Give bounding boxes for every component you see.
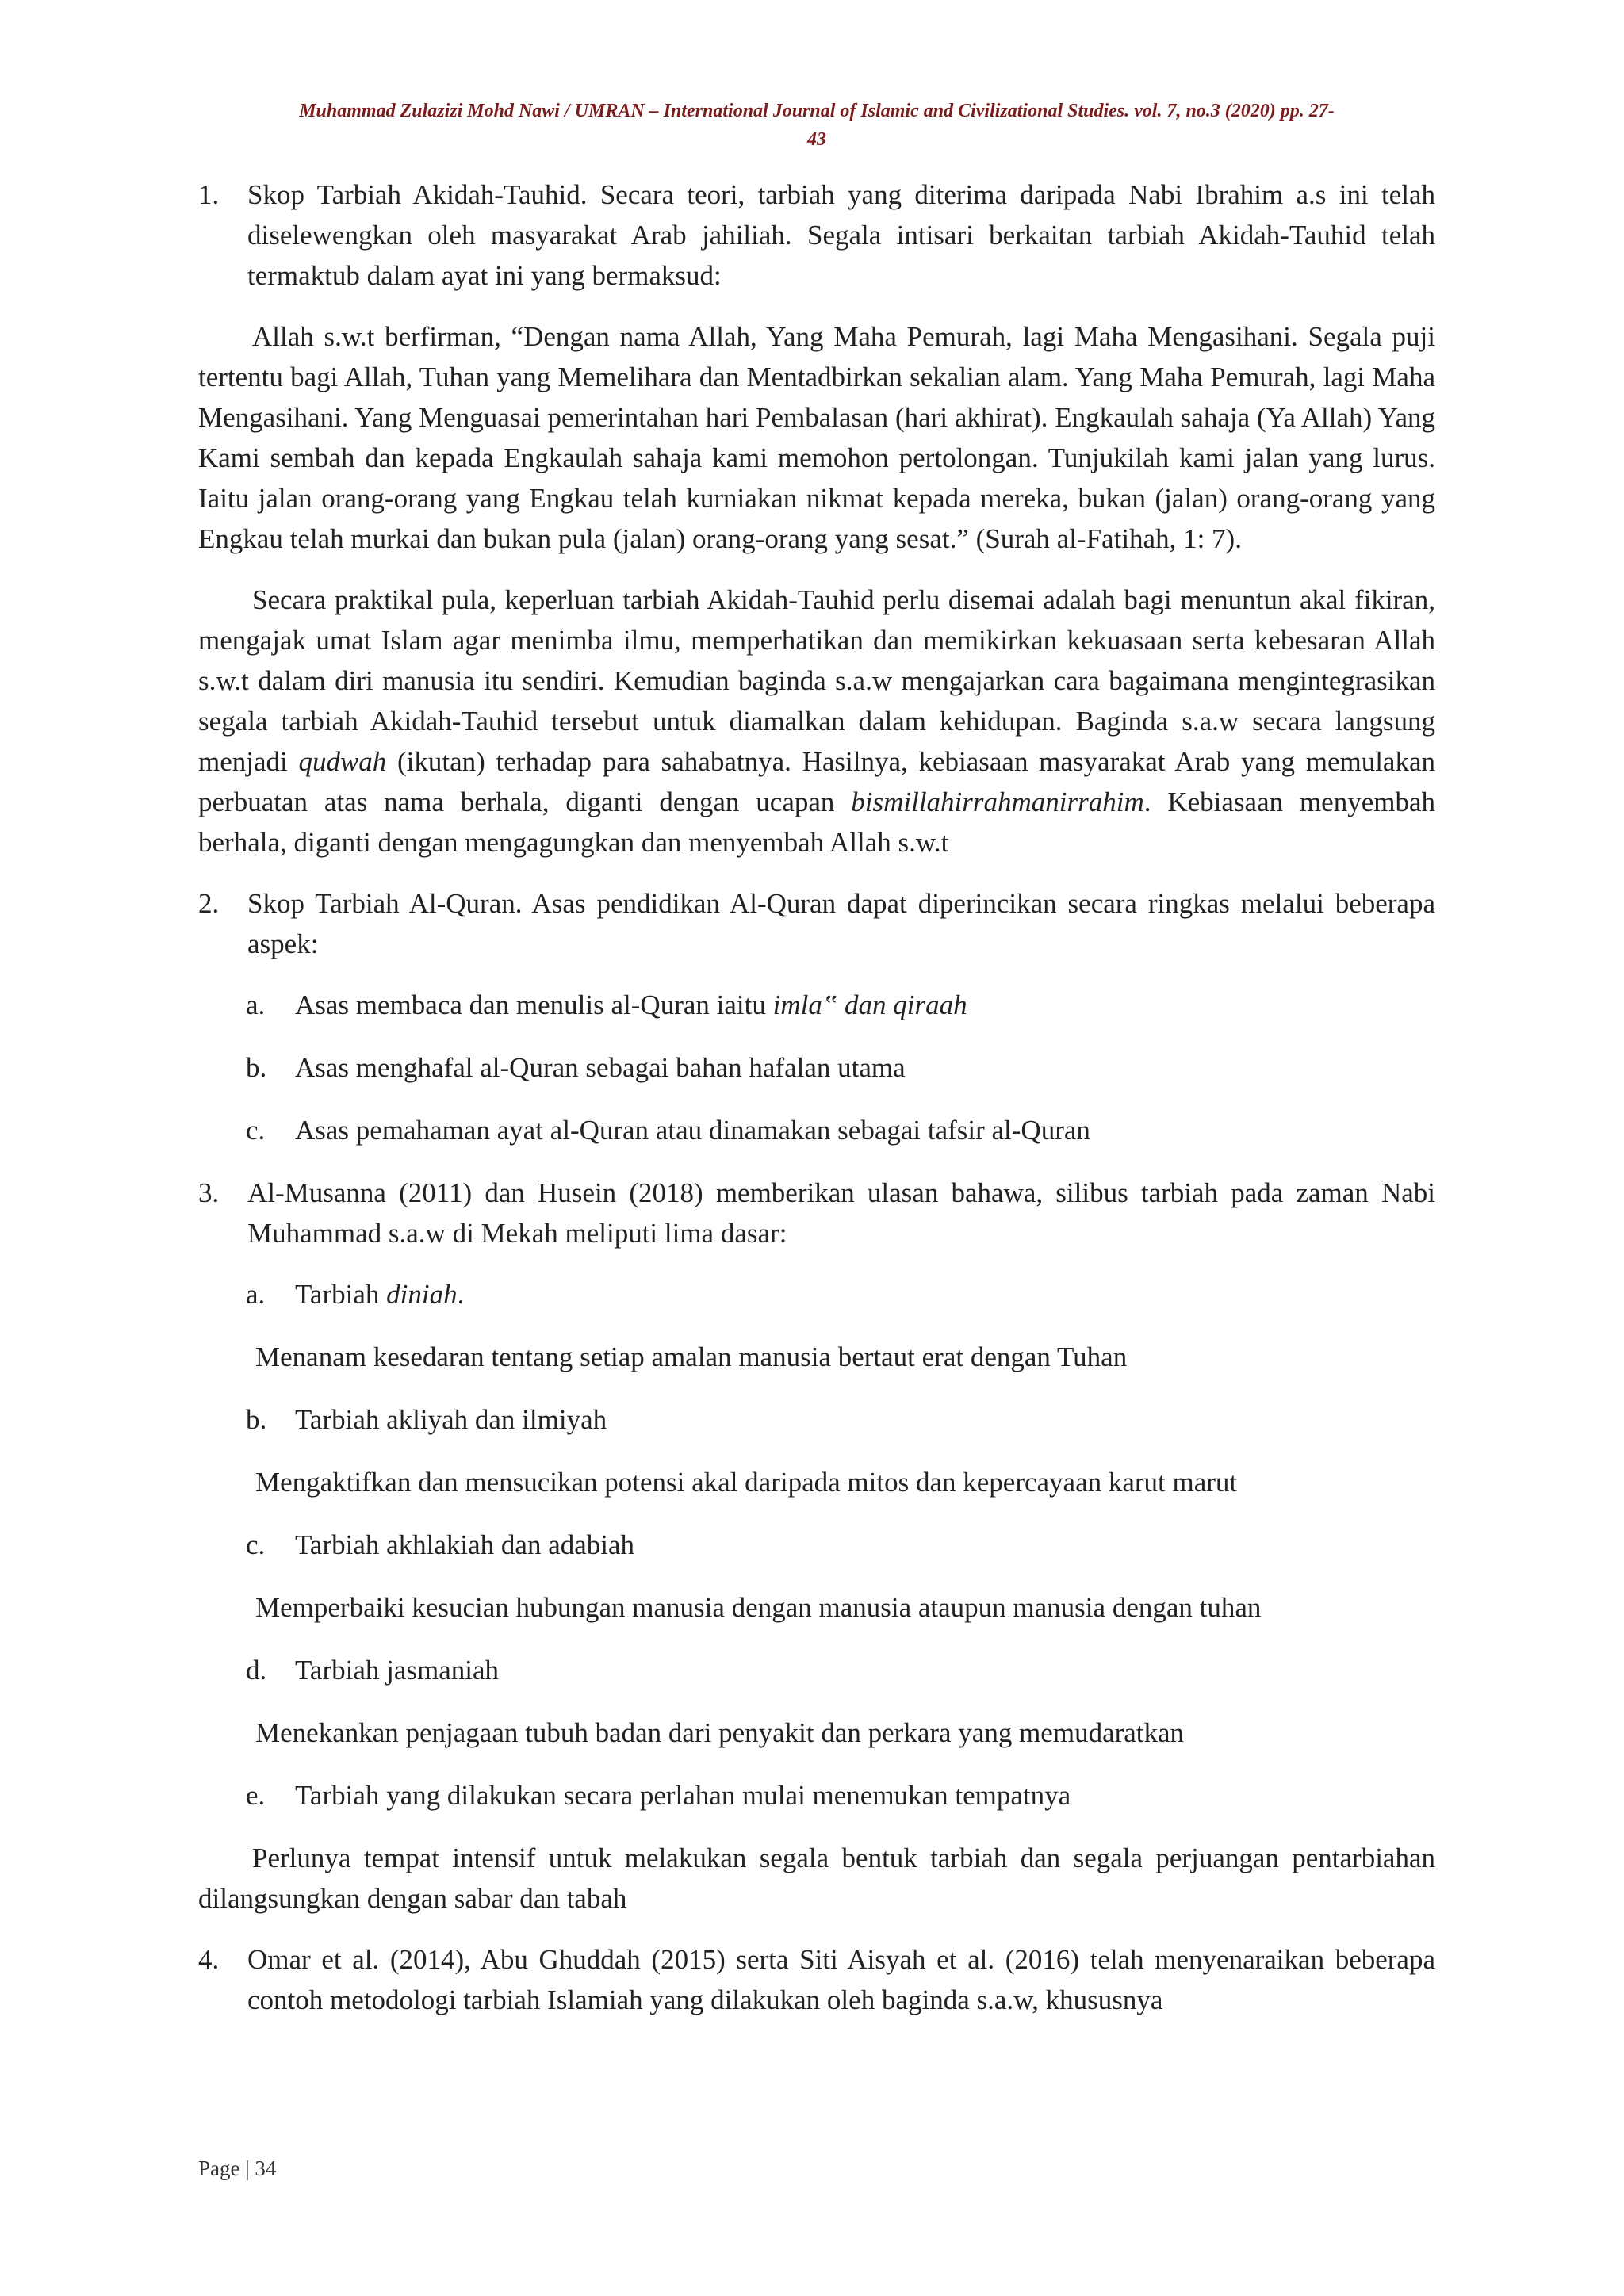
list-number: 3.	[198, 1177, 220, 1208]
text-run: Secara praktikal pula, keperluan tarbiah Akidah-Tauhid perlu disemai adalah bagi menuntun akal fikiran, mengajak umat Islam agar menimba ilmu, memperhatikan dan memikirkan kekuasaan serta kebesaran Allah s.w.t dalam diri manusia itu sendiri. Kemudian baginda s.a.w mengajarkan cara bagaimana mengintegrasikan segala tarbiah Akidah-Tauhid tersebut untuk diamalkan dalam kehidupan. Baginda s.a.w secara langsung menjadi	[198, 584, 1435, 777]
sub-item-text	[295, 985, 967, 1025]
sub-item-3d	[246, 1650, 1435, 1690]
list-item-text: Skop Tarbiah Al-Quran. Asas pendidikan Al-Quran dapat diperincikan secara ringkas melalui beberapa aspek:	[247, 888, 1435, 959]
list-item-text: Skop Tarbiah Akidah-Tauhid. Secara teori, tarbiah yang diterima daripada Nabi Ibrahim a.s ini telah diselewengkan oleh masyarakat Arab jahiliah. Segala intisari berkaitan tarbiah Akidah-Tauhid telah termaktub dalam ayat ini yang bermaksud:	[247, 179, 1435, 291]
sub-letter: c.	[246, 1529, 266, 1560]
text-run: Tarbiah	[295, 1279, 387, 1310]
running-head	[198, 97, 1435, 154]
list-number: 1.	[198, 179, 220, 210]
list-number: 4.	[198, 1944, 220, 1975]
sub-letter: a.	[246, 989, 266, 1020]
list-item-1	[198, 174, 1435, 296]
sub-letter: a.	[246, 1279, 266, 1310]
sub-letter: c.	[246, 1115, 266, 1146]
sub-item-text: Asas pemahaman ayat al-Quran atau dinamakan sebagai tafsir al-Quran	[295, 1115, 1090, 1146]
page-number: Page | 34	[198, 2156, 277, 2180]
sub-letter: b.	[246, 1404, 267, 1435]
closing-paragraph: Perlunya tempat intensif untuk melakukan segala bentuk tarbiah dan segala perjuangan pentarbiahan dilangsungkan dengan sabar dan tabah	[198, 1843, 1435, 1914]
text-run: .	[457, 1279, 465, 1310]
text-run: Asas membaca dan menulis al-Quran iaitu	[295, 989, 773, 1020]
sub-item-3a	[246, 1274, 1435, 1314]
sub-item-3e	[246, 1775, 1435, 1816]
sub-letter: d.	[246, 1655, 267, 1686]
sub-item-description: Menekankan penjagaan tubuh badan dari penyakit dan perkara yang memudaratkan	[255, 1717, 1185, 1748]
text-run: (ikutan) terhadap para sahabatnya. Hasilnya, kebiasaan masyarakat Arab yang memulakan perbuatan atas nama berhala, diganti dengan ucapan	[198, 746, 1435, 817]
sub-item-3c	[246, 1525, 1435, 1565]
sub-item-text: Asas menghafal al-Quran sebagai bahan hafalan utama	[295, 1052, 906, 1083]
italic-term: imla‟ dan qiraah	[772, 989, 967, 1020]
sub-item-text	[295, 1274, 464, 1314]
running-head-line-2: 43	[807, 129, 826, 150]
sub-item-description: Memperbaiki kesucian hubungan manusia dengan manusia ataupun manusia dengan tuhan	[255, 1592, 1262, 1623]
list-item-3	[198, 1173, 1435, 1253]
italic-term: diniah	[386, 1279, 458, 1310]
sub-item-description: Menanam kesedaran tentang setiap amalan manusia bertaut erat dengan Tuhan	[255, 1341, 1128, 1372]
sub-item-2c	[246, 1110, 1435, 1150]
text-run: . Kebiasaan menyembah berhala, diganti dengan mengagungkan dan menyembah Allah s.w.t	[198, 786, 1436, 858]
list-item-text: Omar et al. (2014), Abu Ghuddah (2015) serta Siti Aisyah et al. (2016) telah menyenaraikan beberapa contoh metodologi tarbiah Islamiah yang dilakukan oleh baginda s.a.w, khususnya	[247, 1944, 1435, 2015]
sub-item-description: Mengaktifkan dan mensucikan potensi akal daripada mitos dan kepercayaan karut marut	[255, 1467, 1238, 1498]
body-content	[198, 174, 1435, 2041]
list-item-text: Al-Musanna (2011) dan Husein (2018) memberikan ulasan bahawa, silibus tarbiah pada zaman Nabi Muhammad s.a.w di Mekah meliputi lima dasar:	[247, 1177, 1435, 1249]
sub-item-text: Tarbiah akhlakiah dan adabiah	[295, 1529, 635, 1560]
sub-item-2b	[246, 1047, 1435, 1088]
sub-item-text: Tarbiah jasmaniah	[295, 1655, 500, 1686]
list-number: 2.	[198, 888, 220, 919]
running-head-line-1: Muhammad Zulazizi Mohd Nawi / UMRAN – International Journal of Islamic and Civilizational Studies. vol. 7, no.3 (2020) pp. 27-	[299, 101, 1335, 121]
italic-term: qudwah	[298, 746, 387, 777]
list-item-2	[198, 883, 1435, 964]
sub-letter: e.	[246, 1780, 266, 1811]
italic-term: bismillahirrahmanirrahim	[851, 786, 1144, 817]
quran-quote-paragraph: Allah s.w.t berfirman, “Dengan nama Allah, Yang Maha Pemurah, lagi Maha Mengasihani. Segala puji tertentu bagi Allah, Tuhan yang Memelihara dan Mentadbirkan sekalian alam. Yang Maha Pemurah, lagi Maha Mengasihani. Yang Menguasai pemerintahan hari Pembalasan (hari akhirat). Engkaulah sahaja (Ya Allah) Yang Kami sembah dan kepada Engkaulah sahaja kami memohon pertolongan. Tunjukilah kami jalan yang lurus. Iaitu jalan orang-orang yang Engkau telah kurniakan nikmat kepada mereka, bukan (jalan) orang-orang yang Engkau telah murkai dan bukan pula (jalan) orang-orang yang sesat.” (Surah al-Fatihah, 1: 7).	[198, 321, 1435, 554]
sub-letter: b.	[246, 1052, 267, 1083]
list-item-4	[198, 1939, 1435, 2020]
sub-item-text: Tarbiah yang dilakukan secara perlahan mulai menemukan tempatnya	[295, 1780, 1071, 1811]
sub-item-2a	[246, 985, 1435, 1025]
practical-paragraph	[198, 580, 1435, 863]
sub-item-text: Tarbiah akliyah dan ilmiyah	[295, 1404, 607, 1435]
sub-item-3b	[246, 1399, 1435, 1440]
